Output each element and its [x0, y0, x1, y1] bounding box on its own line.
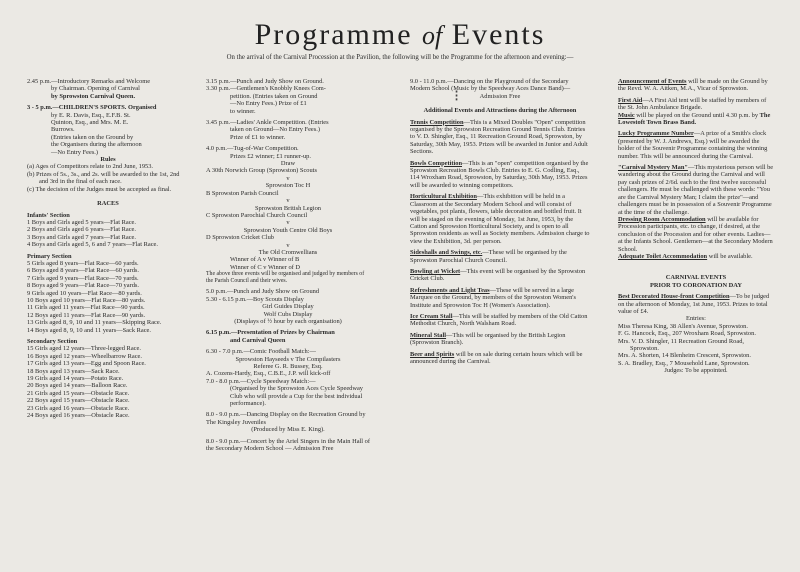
race-item: 22 Boys aged 15 years—Obstacle Race.	[27, 397, 130, 405]
note: The above three events will be organised and judged by members of the Parish Council and their wives.	[206, 271, 365, 284]
text-line: Referee G. R. Bussey, Esq.	[253, 363, 323, 370]
text-line: 3 - 5 p.m.—CHILDREN'S SPORTS. Organised	[27, 104, 157, 112]
event-entry: First Aid—A First Aid tent will be staffed by members of the St. John Ambulance Brigade.	[618, 96, 767, 112]
text-line: by E. R. Davis, Esq., E.F.B. St.	[51, 111, 131, 119]
text-line: 3.15 p.m.—Punch and Judy Show on Ground.	[206, 78, 324, 85]
section-heading: Draw	[280, 160, 296, 168]
text-line: 8.0 - 9.0 p.m.—Dancing Display on the Recreation Ground by The Kingsley Juveniles	[206, 411, 366, 426]
section-heading: Primary Section	[27, 252, 72, 260]
text-line: Wolf Cubs Display	[263, 310, 313, 318]
text-line: A. Cozens-Hardy, Esq., C.B.E., J.P. will kick-off	[206, 370, 331, 378]
race-item: 11 Girls aged 11 years—Flat Race—90 yards.	[27, 304, 145, 312]
draw-team: D Sprowston Cricket Club	[206, 234, 274, 242]
race-item: 10 Boys aged 10 years—Flat Race—80 yards.	[27, 296, 146, 304]
entry-item: Mrs. V. D. Shingler, 11 Recreation Ground Road, Sprowston.	[618, 337, 745, 352]
draw-team: Sprowston British Legion	[254, 204, 322, 212]
column-3	[410, 78, 590, 365]
section-heading: PRIOR TO CORONATION DAY	[650, 281, 742, 289]
draw-team: Sprowston Youth Centre Old Boys	[243, 226, 333, 234]
text-line: Admission Free	[479, 92, 521, 100]
event-entry: "Carnival Mystery Man"—This mysterious person will be wandering about the Ground during the Carnival and will pay cash prizes of 2/6d. each to the first twelve successful challengers. He must be challenged with these words: "You are the Carnival Mystery Man; I claim the prize"—and challengers must be in possession of a Souvenir Programme at the time of the challenge.	[618, 164, 774, 216]
rule-item: (c) The decision of the Judges must be accepted as final.	[27, 185, 172, 193]
event-entry: Lucky Programme Number—A prize of a Smith's clock (presented by W. J. Andrews, Esq.) will be awarded the holder of the Souvenir Programme containing the winning number. This will be announced during the Carnival.	[618, 130, 768, 160]
versus: v	[286, 197, 290, 205]
race-item: 5 Girls aged 8 years—Flat Race—60 yards.	[27, 259, 139, 267]
event-entry: Bowling at Wicket—This event will be organised by the Sprowston Cricket Club.	[410, 267, 586, 283]
text-line: 5.0 p.m.—Punch and Judy Show on Ground	[206, 288, 320, 296]
race-item: 23 Girls aged 16 years—Obstacle Race.	[27, 404, 130, 412]
event-entry: Dressing Room Accommodation will be available for Procession participants, etc. to change, if desired, at the conclusion of the Procession and for other events. Ladies—at the Infants School. Gentlemen—at the Secondary Modern School.	[618, 215, 773, 253]
race-item: 13 Girls aged 8, 9, 10 and 11 years—Skipping Race.	[27, 319, 162, 327]
race-item: 7 Girls aged 9 years—Flat Race—70 yards.	[27, 274, 139, 282]
race-item: 2 Boys and Girls aged 6 years—Flat Race.	[27, 226, 136, 234]
section-heading: RACES	[97, 200, 119, 208]
event-entry: Mineral Stall—This will be organised by the British Legion (Sprowston Branch).	[410, 331, 566, 347]
event-entry: Bowls Competition—This is an "open" competition organised by the Sprowston Recreation Bowls Club. Entries to E. G. Codling, Esq., 114 Wroxham Road, Sprowston, by Saturday, 30th May, 1953. Prizes will be awarded to winning competitors.	[410, 159, 589, 189]
race-item: 3 Boys and Girls aged 7 years—Flat Race.	[27, 233, 136, 241]
text-line: 4.0 p.m.—Tug-of-War Competition.	[206, 145, 299, 153]
text-line: Quinton, Esq., and Mrs. M. E.	[51, 119, 129, 127]
text-line: (Entries taken on the Ground by	[51, 133, 134, 141]
text-line: to winner.	[230, 107, 256, 115]
section-heading: Entries:	[686, 315, 706, 323]
section-heading: Rules	[100, 156, 116, 164]
text-line: 2.45 p.m.—Introductory Remarks and Welcome	[27, 78, 151, 85]
text-line: by Chairman. Opening of Carnival	[51, 85, 140, 93]
entry-item: F. G. Hancock, Esq., 207 Wroxham Road, Sprowston.	[618, 330, 756, 338]
section-heading: CARNIVAL EVENTS	[665, 274, 727, 282]
draw-team: C Sprowston Parochial Church Council	[206, 211, 308, 219]
event-entry: Horticultural Exhibition—This exhibition will be held in a Classroom at the Secondary Modern School and will consist of vegetables, pot plants, flowers, table decoration and bottled fruit. It will be staged on the evening of Monday, 1st June, 1953, by the Catton and Sprowston Horticultural Society, and is open to all Sprowston residents as well as Society members. Admission charge to view the Exhibition, 3d. per person.	[410, 193, 590, 245]
event-entry: Music will be played on the Ground until 4.30 p.m. by The Lowestoft Town Brass Band.	[618, 111, 771, 127]
event-entry: Ice Cream Stall—This will be staffed by members of the Old Catton Methodist Church, North Walsham Road.	[410, 312, 588, 328]
title-word-events: Events	[451, 18, 546, 51]
versus: v	[286, 219, 290, 227]
entry-item: S. A. Bradley, Esq., 7 Mousehold Lane, Sprowston.	[618, 359, 750, 367]
text-line: 6.30 - 7.0 p.m.—Comic Football Match:—	[206, 348, 316, 356]
text-line: Winner of C v Winner of D	[230, 263, 301, 271]
text-line: 3.45 p.m.—Ladies' Ankle Competition. (Entries	[206, 119, 329, 127]
page-title	[0, 18, 800, 52]
race-item: 1 Boys and Girls aged 5 years—Flat Race.	[27, 218, 136, 226]
race-item: 24 Boys aged 16 years—Obstacle Race.	[27, 412, 130, 420]
text-line: Burrows.	[51, 126, 75, 134]
judges-line: Judges: To be appointed.	[664, 367, 728, 375]
text-line: Prizes £2 winner; £1 runner-up.	[230, 152, 311, 160]
text-line: —No Entry Fees.)	[51, 148, 99, 156]
entry-item: Mrs. A. Shorten, 14 Blenheim Crescent, Sprowston.	[618, 352, 751, 360]
race-item: 15 Girls aged 12 years—Three-legged Race.	[27, 345, 141, 353]
text-line: Girl Guides Display	[262, 303, 314, 311]
text-line: taken on Ground—No Entry Fees.)	[230, 126, 320, 134]
event-entry: Adequate Toilet Accommodation will be available.	[618, 252, 753, 260]
entry-item: Miss Theresa King, 38 Allen's Avenue, Sprowston.	[618, 322, 748, 330]
versus: v	[286, 241, 290, 249]
text-line: (Displays of ½ hour by each organisation)	[234, 317, 342, 325]
versus: v	[286, 174, 290, 182]
column-2	[206, 78, 370, 452]
event-entry: Sideshalls and Swings, etc.—These will be organised by the Sprowston Parochial Church Council.	[410, 249, 567, 264]
race-item: 4 Boys and Girls aged 5, 6 and 7 years—Flat Race.	[27, 241, 158, 249]
intro-text: On the arrival of the Carnival Procession at the Pavilion, the following will be the Programme for the afternoon and evening:—	[226, 54, 574, 61]
text-line: 8.0 - 9.0 p.m.—Concert by the Ariel Singers in the Main Hall of the Secondary Modern School — Admission Free	[206, 437, 370, 453]
text-line: 3.30 p.m.—Gentlemen's Knobbly Knees Com-	[206, 85, 326, 93]
race-item: 17 Girls aged 13 years—Egg and Spoon Race.	[27, 360, 146, 368]
draw-team: A 30th Norwich Group (Sprowston) Scouts	[206, 167, 317, 175]
rule-item: (b) Prizes of 5s., 3s., and 2s. will be awarded to the 1st, 2nd and 3rd in the final of each race.	[27, 170, 180, 186]
text-line: the Organisers during the afternoon	[51, 141, 142, 149]
text-line: Prize of £1 to winner.	[230, 133, 286, 141]
event-entry: Beer and Spirits will be on sale during certain hours which will be announced during the Carnival.	[410, 350, 583, 365]
race-item: 12 Boys aged 11 years—Flat Race—90 yards.	[27, 311, 146, 319]
text-line: Sprowston Hayseeds v The Compilasters	[235, 355, 341, 363]
text-line: 7.0 - 8.0 p.m.—Cycle Speedway Match:—	[206, 377, 316, 385]
section-heading: Additional Events and Attractions during the Afternoon	[423, 107, 577, 115]
event-entry: Tennis Competition—This is a Mixed Doubles "Open" competition organised by the Sprowston Recreation Ground Tennis Club. Entries to V. D. Shingler, Esq., 11 Recreation Ground Road, Sprowston, by Saturday, 30th May, 1953. Prizes will be awarded in Junior and Adult Sections.	[410, 118, 588, 156]
title-word-of: of	[422, 21, 443, 50]
text-line: Winner of A v Winner of B	[230, 256, 300, 264]
text-line: 6.15 p.m.—Presentation of Prizes by Chairman	[206, 329, 335, 337]
text-line: 9.0 - 11.0 p.m.—Dancing on the Playground of the Secondary Modern School (Music by the Speedway Aces Dance Band)—	[410, 78, 571, 93]
text-line: by Sprowston Carnival Queen.	[51, 92, 136, 100]
event-entry: Best Decorated House-front Competition—To be judged on the afternoon of Monday, 1st June, 1953. Prizes to total value of £4.	[618, 293, 770, 315]
draw-team: B Sprowston Parish Council	[206, 189, 279, 197]
race-item: 18 Boys aged 13 years—Sack Race.	[27, 367, 120, 375]
rule-item: (a) Ages of Competitors relate to 2nd June, 1953.	[27, 163, 154, 171]
race-item: 8 Boys aged 9 years—Flat Race—70 yards.	[27, 282, 139, 290]
margin-mark-icon: ⁝	[454, 88, 460, 105]
event-entry: Announcement of Events will be made on the Ground by the Revd. W. A. Aitken, M.A., Vicar of Sprowston.	[618, 78, 768, 93]
text-line: (Produced by Miss E. King).	[251, 426, 325, 434]
race-item: 20 Boys aged 14 years—Balloon Race.	[27, 382, 128, 390]
column-1	[27, 78, 189, 419]
text-line: (Organised by the Sprowston Aces Cycle Speedway Club who will provide a Cup for the best individual performance).	[230, 385, 363, 408]
race-item: 9 Girls aged 10 years—Flat Race—80 yards.	[27, 289, 142, 297]
section-heading: Infants' Section	[27, 211, 70, 219]
column-4	[618, 78, 774, 375]
race-item: 19 Girls aged 14 years—Potato Race.	[27, 375, 124, 383]
text-line: petition. (Entries taken on Ground	[230, 92, 318, 100]
title-word-programme: Programme	[254, 18, 413, 51]
race-item: 16 Boys aged 12 years—Wheelbarrow Race.	[27, 352, 142, 360]
race-item: 14 Boys aged 8, 9, 10 and 11 years—Sack Race.	[27, 326, 151, 334]
race-item: 21 Girls aged 15 years—Obstacle Race.	[27, 389, 130, 397]
race-item: 6 Boys aged 8 years—Flat Race—60 yards.	[27, 267, 139, 275]
text-line: and Carnival Queen	[230, 336, 286, 344]
text-line: 5.30 - 6.15 p.m.—Boy Scouts Display	[206, 295, 304, 303]
event-entry: Refreshments and Light Teas—These will be served in a large Marquee on the Ground, by members of the Sprowston Women's Institute and Sprowston Toc H (Women's Association).	[410, 286, 576, 309]
section-heading: Secondary Section	[27, 338, 78, 345]
draw-team: Sprowston Toc H	[265, 182, 311, 190]
draw-team: The Old Cromwellians	[258, 248, 318, 256]
text-line: —No Entry Fees.) Prize of £1	[230, 100, 307, 108]
